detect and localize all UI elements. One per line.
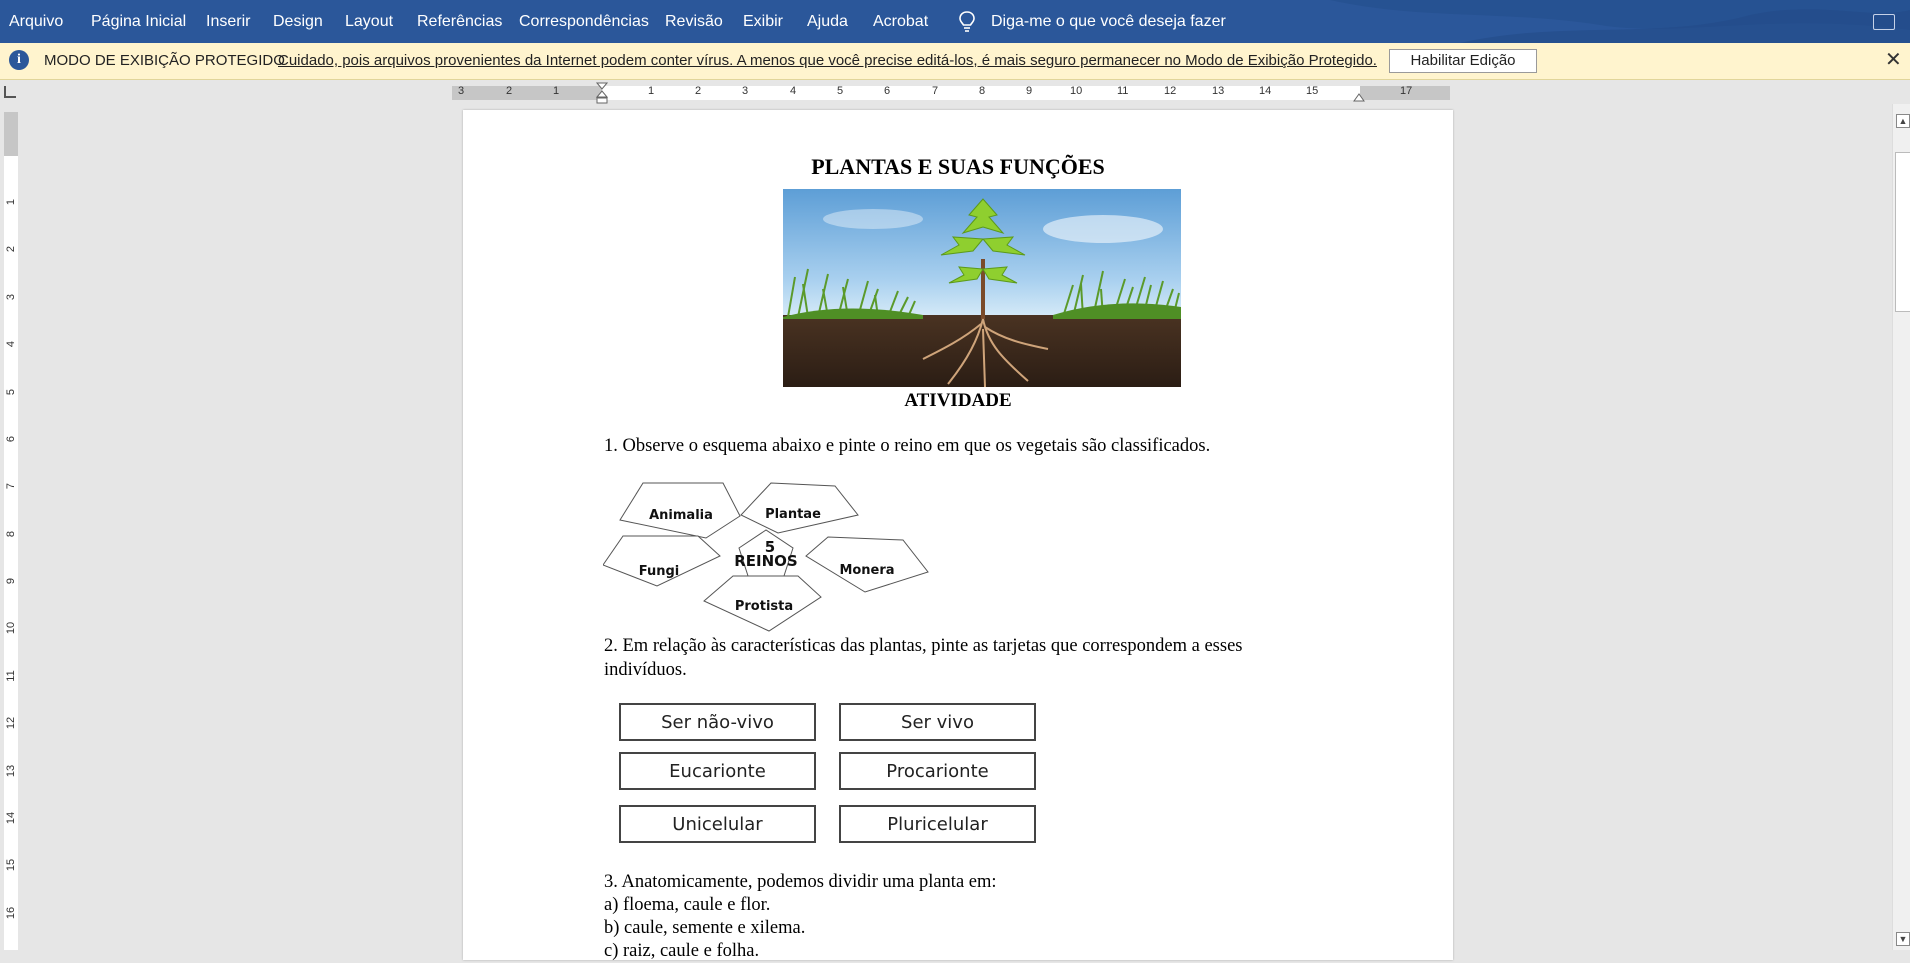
ruler-number: 13: [1212, 85, 1225, 97]
ruler-number: 3: [742, 85, 749, 97]
tab-exibir[interactable]: Exibir: [743, 13, 784, 30]
ruler-number: 5: [837, 85, 844, 97]
tell-me-search[interactable]: Diga-me o que você deseja fazer: [991, 13, 1226, 30]
ruler-number: 8: [979, 85, 986, 97]
vertical-scrollbar[interactable]: [1892, 104, 1910, 950]
scroll-up-icon[interactable]: ▲: [1896, 114, 1910, 128]
card-ser-nao-vivo: Ser não-vivo: [619, 703, 816, 741]
tab-design[interactable]: Design: [273, 13, 323, 30]
tab-pagina-inicial[interactable]: Página Inicial: [91, 13, 187, 30]
tab-arquivo[interactable]: Arquivo: [9, 13, 64, 30]
ruler-number: 3: [5, 293, 17, 301]
ruler-number: 1: [553, 85, 560, 97]
ruler-number: 15: [1306, 85, 1319, 97]
protected-view-bar: [0, 43, 1910, 80]
question-3-option-b: b) caule, semente e xilema.: [604, 918, 806, 938]
indent-marker-icon[interactable]: [596, 82, 608, 104]
ruler-number: 15: [5, 858, 17, 872]
document-page[interactable]: [463, 110, 1453, 960]
tab-layout[interactable]: Layout: [345, 13, 394, 30]
card-ser-vivo: Ser vivo: [839, 703, 1036, 741]
ruler-number: 6: [5, 435, 17, 443]
ruler-number: 7: [5, 482, 17, 490]
card-eucarionte: Eucarionte: [619, 752, 816, 790]
ruler-number: 12: [1164, 85, 1177, 97]
ruler-number: 10: [1070, 85, 1083, 97]
ruler-number: 16: [5, 906, 17, 920]
right-indent-marker-icon[interactable]: [1353, 93, 1365, 102]
question-3-option-c: c) raiz, caule e folha.: [604, 941, 760, 961]
question-2-line2: indivíduos.: [604, 660, 687, 680]
tab-ajuda[interactable]: Ajuda: [807, 13, 848, 30]
scrollbar-thumb[interactable]: [1895, 152, 1910, 312]
tab-acrobat[interactable]: Acrobat: [873, 13, 929, 30]
document-title: PLANTAS E SUAS FUNÇÕES: [811, 154, 1105, 179]
kingdom-fungi-label: Fungi: [638, 564, 680, 579]
question-2-line1: 2. Em relação às características das plantas, pinte as tarjetas que correspondem a esses: [604, 636, 1243, 656]
scroll-down-icon[interactable]: ▼: [1896, 932, 1910, 946]
center-label-line2: REINOS: [734, 552, 798, 570]
ruler-number: 17: [1400, 85, 1413, 97]
plant-seedling-image: [783, 189, 1181, 387]
card-unicelular: Unicelular: [619, 805, 816, 843]
ruler-number: 13: [5, 764, 17, 778]
document-subtitle: ATIVIDADE: [904, 390, 1012, 411]
ruler-number: 9: [5, 577, 17, 585]
ruler-number: 2: [695, 85, 702, 97]
enable-editing-button[interactable]: Habilitar Edição: [1389, 49, 1537, 73]
protected-view-message-link[interactable]: Cuidado, pois arquivos provenientes da Internet podem conter vírus. A menos que você precise editá-los, é mais seguro permanecer no Modo de Exibição Protegido.: [278, 52, 1377, 69]
ruler-number: 6: [884, 85, 891, 97]
ruler-number: 1: [648, 85, 655, 97]
question-3-option-a: a) floema, caule e flor.: [604, 895, 771, 915]
tab-revisao[interactable]: Revisão: [665, 13, 723, 30]
protected-view-title: MODO DE EXIBIÇÃO PROTEGIDO: [44, 52, 285, 69]
ruler-number: 11: [5, 670, 17, 682]
tab-stop-selector-icon[interactable]: [4, 86, 16, 98]
ruler-number: 10: [5, 621, 17, 635]
card-pluricelular: Pluricelular: [839, 805, 1036, 843]
center-label-line1: 5: [764, 538, 776, 556]
ruler-number: 14: [1259, 85, 1272, 97]
five-kingdoms-diagram: [603, 480, 933, 635]
ruler-number: 1: [5, 198, 17, 206]
ruler-number: 2: [506, 85, 513, 97]
horizontal-ruler[interactable]: [0, 80, 1910, 104]
comments-icon[interactable]: [1873, 14, 1895, 30]
ribbon-background-art: [1300, 0, 1910, 43]
ruler-number: 14: [5, 811, 17, 825]
tab-referencias[interactable]: Referências: [417, 13, 503, 30]
ruler-number: 4: [5, 340, 17, 348]
info-shield-icon: i: [9, 50, 29, 70]
ruler-number: 8: [5, 530, 17, 538]
kingdom-plantae-label: Plantae: [765, 507, 821, 522]
tab-correspondencias[interactable]: Correspondências: [519, 13, 649, 30]
tab-inserir[interactable]: Inserir: [206, 13, 251, 30]
ribbon-tab-bar: [0, 0, 1910, 43]
close-icon[interactable]: ✕: [1885, 49, 1902, 71]
kingdom-monera-label: Monera: [839, 563, 895, 578]
ruler-number: 12: [5, 716, 17, 730]
vertical-ruler[interactable]: [0, 104, 22, 950]
ruler-number: 3: [458, 85, 465, 97]
ruler-number: 9: [1026, 85, 1033, 97]
ruler-number: 2: [5, 245, 17, 253]
ruler-number: 7: [932, 85, 939, 97]
ruler-number: 4: [790, 85, 797, 97]
ruler-number: 11: [1117, 85, 1129, 97]
card-procarionte: Procarionte: [839, 752, 1036, 790]
kingdom-animalia-label: Animalia: [649, 508, 713, 523]
lightbulb-icon[interactable]: [959, 11, 975, 33]
ruler-number: 5: [5, 388, 17, 396]
question-1: 1. Observe o esquema abaixo e pinte o reino em que os vegetais são classificados.: [604, 436, 1211, 456]
kingdom-protista-label: Protista: [734, 599, 794, 614]
question-3: 3. Anatomicamente, podemos dividir uma planta em:: [604, 872, 997, 892]
